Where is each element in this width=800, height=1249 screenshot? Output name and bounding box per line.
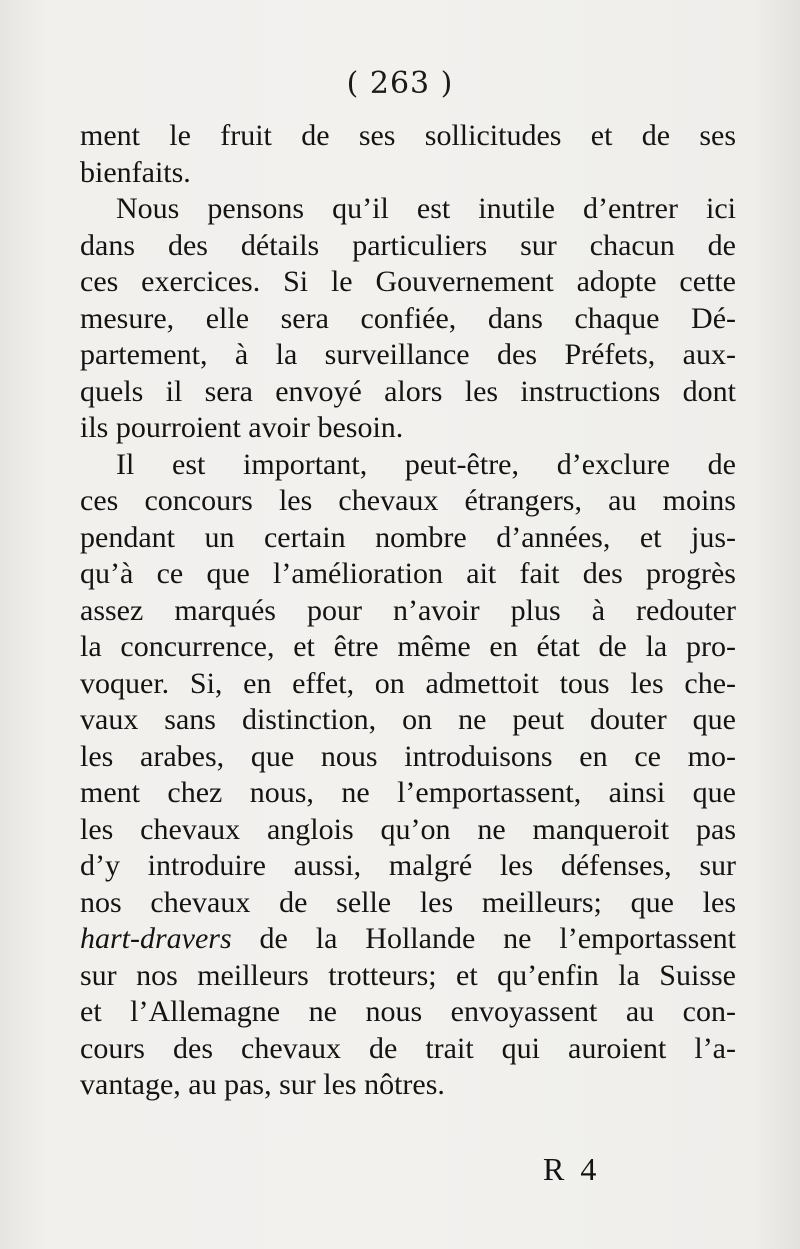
- text-line: [80, 483, 736, 520]
- text-line-content: qu’à ce que l’amélioration ait fait des progrès: [80, 557, 736, 590]
- text-line: [80, 848, 736, 885]
- text-line: [80, 812, 736, 849]
- text-line: [80, 155, 736, 192]
- text-line-content: vantage, au pas, sur les nôtres.: [80, 1068, 445, 1101]
- text-line-content: bienfaits.: [80, 155, 191, 189]
- text-line-content: ment le fruit de ses sollicitudes et de ses: [80, 119, 736, 152]
- text-line-content: ces concours les chevaux étrangers, au moins: [80, 484, 736, 517]
- body-text: [80, 118, 736, 1104]
- text-line: [80, 301, 736, 338]
- text-line: [80, 118, 736, 155]
- text-line: [80, 264, 736, 301]
- text-line: [80, 921, 736, 958]
- text-line-content: sur nos meilleurs trotteurs; et qu’enfin la Suisse: [80, 958, 736, 992]
- text-line-content: partement, à la surveillance des Préfets, aux-: [80, 338, 736, 371]
- text-line: [80, 410, 736, 447]
- text-line-content: dans des détails particuliers sur chacun de: [80, 228, 736, 262]
- text-line: [80, 228, 736, 265]
- text-line: [80, 191, 736, 228]
- text-line-content: Il est important, peut-être, d’exclure de: [116, 447, 736, 481]
- text-line-content: et l’Allemagne ne nous envoyassent au con-: [80, 995, 736, 1028]
- text-line: [80, 666, 736, 703]
- text-line: [80, 1067, 736, 1104]
- text-line: [80, 337, 736, 374]
- text-line-content: mesure, elle sera confiée, dans chaque Dé-: [80, 301, 736, 335]
- text-line-content: voquer. Si, en effet, on admettoit tous les che-: [80, 666, 736, 700]
- text-line: [80, 556, 736, 593]
- text-line-content: ment chez nous, ne l’emportassent, ainsi que: [80, 776, 736, 809]
- text-line-content: les arabes, que nous introduisons en ce mo-: [80, 739, 736, 773]
- text-line: [80, 1031, 736, 1068]
- text-line: [80, 447, 736, 484]
- text-line: [80, 739, 736, 776]
- text-line: [80, 702, 736, 739]
- signature-mark: R 4: [543, 1151, 601, 1187]
- text-line: [80, 958, 736, 995]
- text-line: [80, 520, 736, 557]
- text-line-content: d’y introduire aussi, malgré les défenses, sur: [80, 849, 736, 882]
- text-line: [80, 593, 736, 630]
- text-line: [80, 885, 736, 922]
- text-line-content: vaux sans distinction, on ne peut douter que: [80, 703, 736, 736]
- text-line-content: de la Hollande ne l’emportassent: [231, 922, 736, 955]
- text-line-content: pendant un certain nombre d’années, et jus-: [80, 520, 736, 554]
- text-line-content: cours des chevaux de trait qui auroient l’a-: [80, 1031, 736, 1065]
- text-line-content: ces exercices. Si le Gouvernement adopte cette: [80, 265, 736, 298]
- text-line-content: la concurrence, et être même en état de la pro-: [80, 630, 736, 663]
- text-line-content: nos chevaux de selle les meilleurs; que les: [80, 885, 736, 919]
- text-line: [80, 374, 736, 411]
- text-line: [80, 994, 736, 1031]
- text-line-content: quels il sera envoyé alors les instructions dont: [80, 374, 736, 408]
- italic-term: hart-dravers: [80, 922, 232, 955]
- text-line: [80, 775, 736, 812]
- text-line-content: Nous pensons qu’il est inutile d’entrer ici: [116, 192, 736, 225]
- text-line-content: les chevaux anglois qu’on ne manqueroit pas: [80, 812, 736, 846]
- text-line: [80, 629, 736, 666]
- page-number-header: ( 263 ): [346, 66, 454, 101]
- text-line-content: ils pourroient avoir besoin.: [80, 411, 404, 444]
- text-line-content: assez marqués pour n’avoir plus à redouter: [80, 593, 736, 627]
